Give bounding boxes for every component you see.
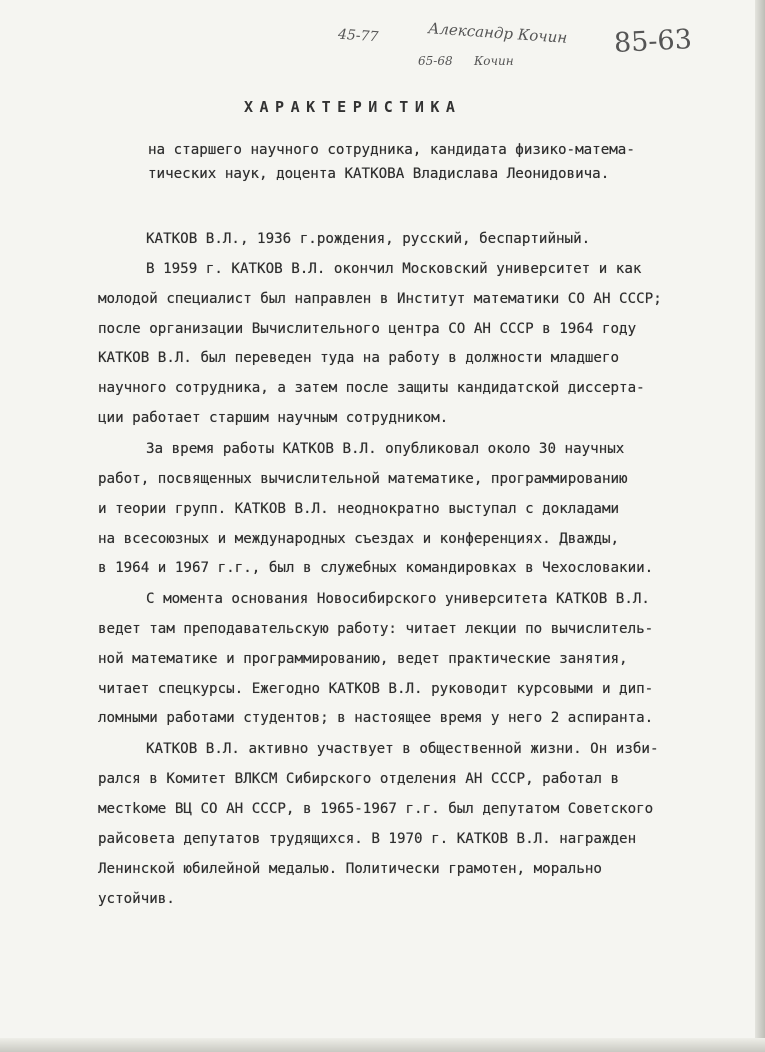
- body-line: КАТКОВ В.Л. активно участвует в общественной жизни. Он изби-: [146, 741, 659, 757]
- body-line: КАТКОВ В.Л. был переведен туда на работу в должности младшего: [98, 350, 620, 366]
- body-line: КАТКОВ В.Л., 1936 г.рождения, русский, беспартийный.: [146, 231, 591, 247]
- body-line: ведет там преподавательскую работу: читает лекции по вычислитель-: [98, 621, 654, 637]
- body-line: научного сотрудника, а затем после защиты кандидатской диссерта-: [98, 380, 645, 396]
- body-line: ной математике и программированию, ведет практические занятия,: [98, 651, 628, 667]
- body-line: и теории групп. КАТКОВ В.Л. неоднократно выступал с докладами: [98, 501, 620, 517]
- body-line: в 1964 и 1967 г.г., был в служебных командировках в Чехословакии.: [98, 560, 654, 576]
- document-title: ХАРАКТЕРИСТИКА: [244, 98, 462, 116]
- body-line: Ленинской юбилейной медалью. Политически грамотен, морально: [98, 861, 602, 877]
- body-line: За время работы КАТКОВ В.Л. опубликовал около 30 научных: [146, 441, 625, 457]
- body-line: ции работает старшим научным сотрудником.: [98, 410, 449, 426]
- body-line: на всесоюзных и международных съездах и конференциях. Дважды,: [98, 531, 620, 547]
- handwritten-note: Александр Кочин: [427, 19, 568, 47]
- archive-number: 85-63: [613, 23, 693, 60]
- page-edge-shadow: [755, 0, 765, 1052]
- body-line: В 1959 г. КАТКОВ В.Л. окончил Московский университет и как: [146, 261, 642, 277]
- body-line: местkоме ВЦ СО АН СССР, в 1965-1967 г.г. был депутатом Советского: [98, 801, 654, 817]
- handwritten-note: Кочин: [474, 54, 514, 68]
- body-line: рался в Комитет ВЛКСМ Сибирского отделения АН СССР, работал в: [98, 771, 620, 787]
- body-line: райсовета депутатов трудящихся. В 1970 г. КАТКОВ В.Л. награжден: [98, 831, 637, 847]
- page-bottom-shadow: [0, 1038, 765, 1052]
- body-line: ломными работами студентов; в настоящее время у него 2 аспиранта.: [98, 710, 654, 726]
- handwritten-note: 45-77: [337, 26, 379, 46]
- handwritten-note: 65-68: [418, 54, 453, 68]
- body-line: устойчив.: [98, 891, 175, 907]
- body-line: после организации Вычислительного центра СО АН СССР в 1964 году: [98, 321, 637, 337]
- body-line: читает спецкурсы. Ежегодно КАТКОВ В.Л. руководит курсовыми и дип-: [98, 681, 654, 697]
- subtitle-line: тических наук, доцента КАТКОВА Владислава Леонидовича.: [148, 166, 610, 182]
- body-line: С момента основания Новосибирского университета КАТКОВ В.Л.: [146, 591, 650, 607]
- body-line: работ, посвященных вычислительной математике, программированию: [98, 471, 628, 487]
- subtitle-line: на старшего научного сотрудника, кандидата физико-матема-: [148, 142, 635, 158]
- body-line: молодой специалист был направлен в Институт математики СО АН СССР;: [98, 291, 662, 307]
